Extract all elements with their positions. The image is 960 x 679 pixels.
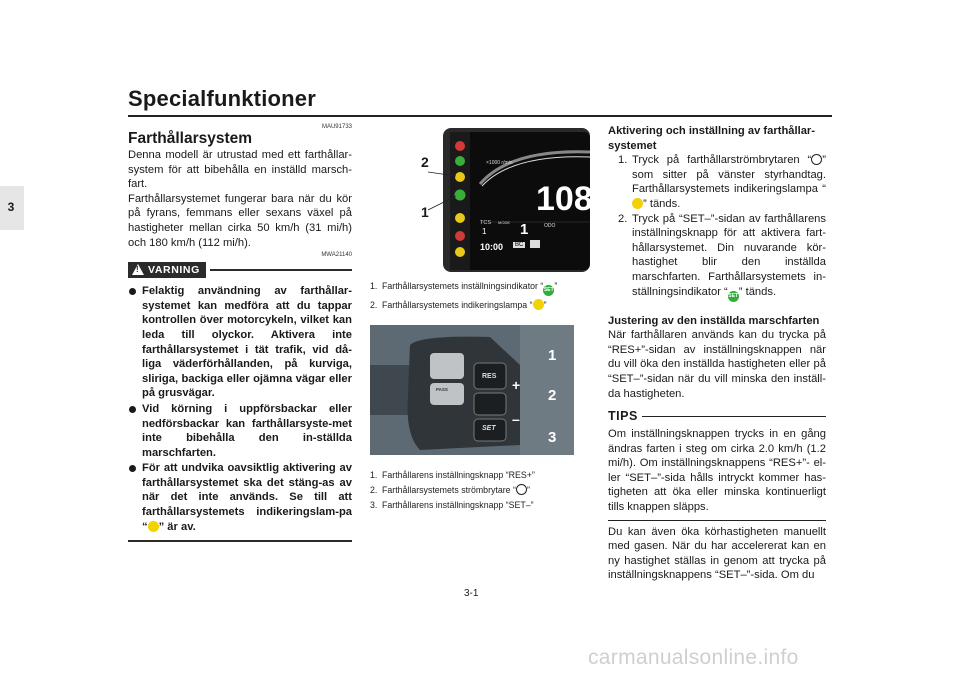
column-2 (370, 124, 593, 511)
callout-1: 1 (548, 347, 557, 364)
speed-readout: 108 (536, 180, 593, 218)
cruise-switch-icon (811, 154, 822, 165)
activation-steps (608, 153, 826, 301)
chapter-number: 3 (7, 200, 15, 214)
watermark: carmanualsonline.info (588, 646, 799, 669)
set-indicator-icon: SET (543, 285, 554, 296)
column-3 (608, 124, 826, 583)
caption-item: 1. Farthållarsystemets inställningsindikator “SET” (370, 280, 590, 296)
section-heading: Farthållarsystem (128, 130, 253, 147)
list-item: Felaktig användning av farthållar-systemet kan medföra att du tappar kontrollen över motorcykeln, vilket kan leda till olyckor. Aktivera inte farthållarsystemet i tät trafik, vid då-liga väderförhållanden, på kurviga, sliriga, backiga eller ojämna vägar eller på grusvägar. (128, 284, 352, 401)
caption-item: 2. Farthållarsystemets strömbrytare “ ” (370, 485, 530, 495)
tips-label: TIPS (608, 409, 638, 424)
page-number: 3-1 (464, 588, 479, 599)
switch-figure (370, 325, 574, 455)
tips-end-rule (608, 520, 826, 521)
section-code: MAU91733 (321, 124, 352, 130)
handlebar-switch-illustration (370, 325, 574, 455)
set-indicator-icon: SET (728, 291, 739, 302)
cruise-indicator-icon (632, 198, 643, 209)
res-button-label: RES (482, 373, 497, 380)
caption-item: 1. Farthållarens inställningsknapp “RES+” (370, 470, 535, 480)
adjust-paragraph: När farthållaren används kan du trycka på “RES+”-sidan av inställningsknappen när du vill öka den inställda hastigheten eller på “SET–”-sidan när du vill minska den inställ-da hastigheten. (608, 329, 826, 400)
list-item: 2. Tryck på “SET–”-sidan av farthållarens inställningsknapp för att aktivera fart-hållarsystemet. Din nuvarande kör-hastighet blir den inställda marschfarten. Farthållarsystemets in-ställningsindikator “SET” tänds. (608, 212, 826, 302)
callout-2: 2 (548, 387, 557, 404)
callout-1: 1 (421, 204, 429, 220)
bc-badge: BC (515, 242, 524, 248)
list-item: Vid körning i uppförsbackar eller nedförsbackar kan farthållarsyste-met inte bibehålla den in-ställda marschfarten. (128, 402, 352, 460)
cruise-switch-icon (516, 484, 527, 495)
rpm-label: ×1000 r/min (486, 160, 513, 166)
mode-label: MODE (498, 220, 510, 225)
tcs-mode-value: 1 (482, 227, 487, 236)
figure1-captions (370, 280, 590, 311)
warning-header (128, 262, 352, 278)
intro-paragraph: Denna modell är utrustad med ett farthållar-system för att bibehålla en inställd marsch-fart. (128, 149, 352, 191)
figure2-captions (370, 469, 590, 511)
callout-2: 2 (421, 154, 429, 170)
warning-label: ! VARNING (128, 262, 206, 278)
warning-list (128, 284, 352, 534)
plus-mark: + (512, 377, 521, 393)
odo-label: ODO (544, 223, 556, 229)
callout-3: 3 (548, 429, 557, 446)
minus-mark: – (512, 411, 520, 427)
caption-item: 2. Farthållarsystemets indikeringslampa “ ” (370, 300, 547, 310)
adjust-heading: Justering av den inställda marschfarten (608, 314, 820, 327)
pass-button-label: PASS (436, 387, 448, 392)
cruise-indicator-icon (533, 299, 544, 310)
tcs-label: TCS (480, 220, 491, 226)
list-item: 1. Tryck på farthållarströmbrytaren “ ” som sitter på vänster styrhandtag. Farthållarsystemets indikeringslampa “” tänds. (618, 154, 826, 210)
column-1 (128, 124, 352, 542)
warning-rule (210, 269, 352, 271)
dashboard-figure (370, 124, 593, 274)
tips-paragraph: Om inställningsknappen trycks in en gång ändras farten i steg om cirka 2.0 km/h (1.2 mi/h). Om inställningsknappens “RES+”- el-ler “SET–”-sida hålls intryckt kommer has-tigheten att öka eller minska kontinuerligt tills knappen släpps. (608, 428, 826, 514)
warning-triangle-icon (132, 264, 144, 275)
warning-code: MWA21140 (321, 252, 352, 259)
warning-end-rule (128, 540, 352, 542)
clock-readout: 10:00 (480, 242, 504, 252)
list-item: För att undvika oavsiktlig aktivering av farthållarsystemet ska det stäng-as av när det inte används. Se till att farthållarsystemets indikeringslam-pa “ ” är av. (128, 461, 352, 534)
manual-paragraph: Du kan även öka körhastigheten manuellt med gasen. När du har accelererat kan en ny hastighet ställas in genom att trycka på inställningsknappens “SET–”-sida. Om du (608, 525, 826, 582)
caption-item: 3. Farthållarens inställningsknapp “SET–” (370, 500, 534, 510)
gear-indicator: 1 (520, 221, 529, 238)
tips-header (608, 409, 826, 423)
cruise-indicator-icon (148, 521, 159, 532)
conditions-paragraph: Farthållarsystemet fungerar bara när du kör på fyrans, femmans eller sexans växel på hastigheter mellan cirka 50 km/h (31 mi/h) och 180 km/h (112 mi/h). (128, 192, 352, 249)
header-rule (128, 115, 832, 117)
page-title: Specialfunktioner (128, 86, 316, 111)
activation-heading: Aktivering och inställning av farthållar-systemet (608, 125, 816, 152)
set-button-label: SET (482, 425, 496, 432)
